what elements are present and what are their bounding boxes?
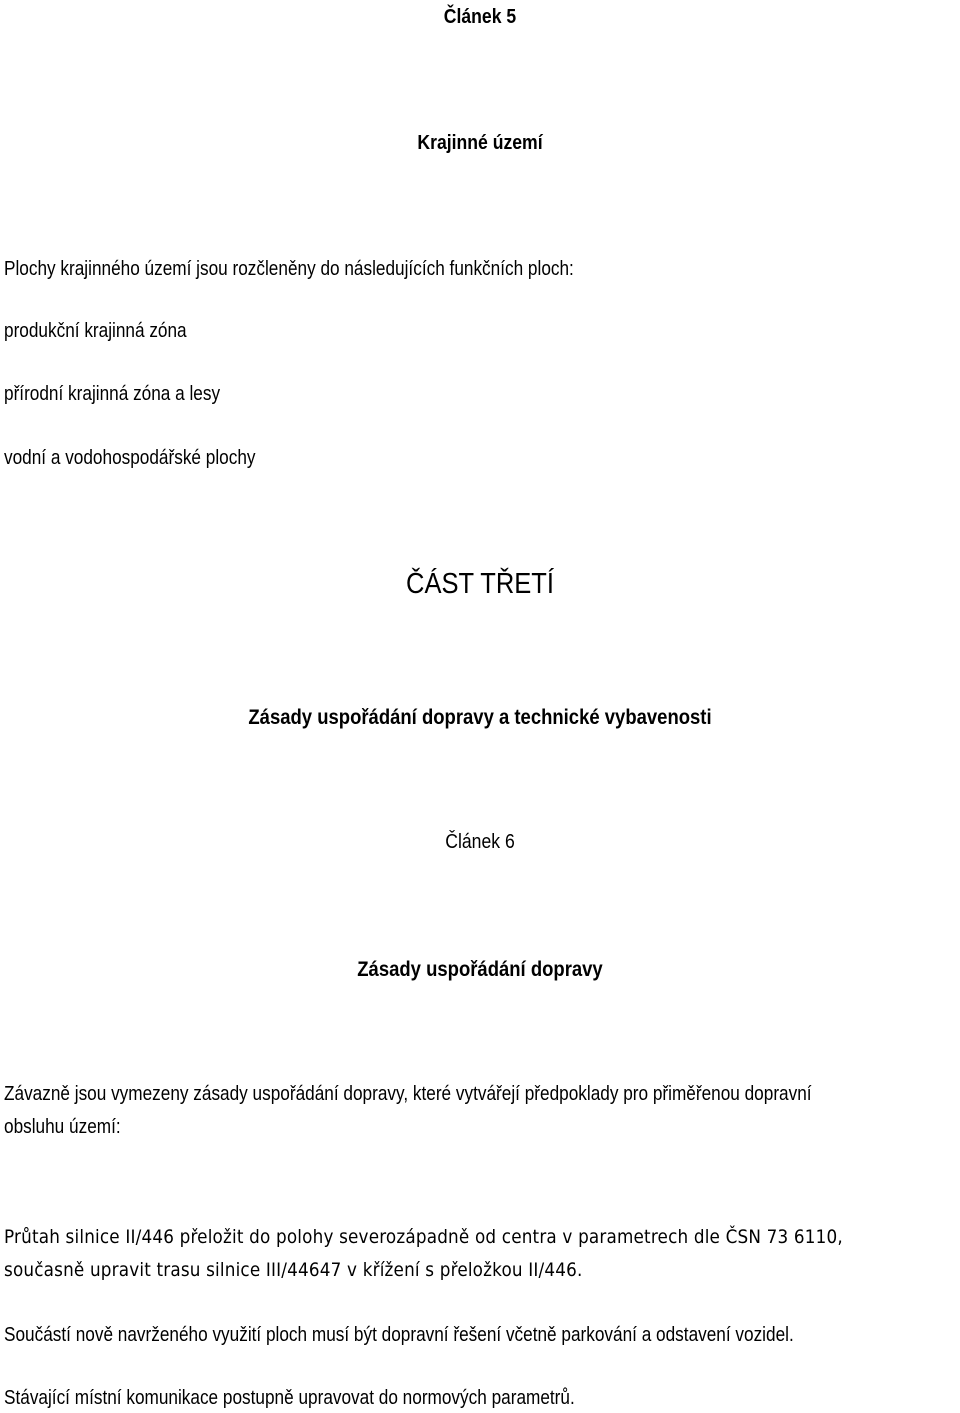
part-3-title: Zásady uspořádání dopravy a technické vybavenosti (248, 706, 712, 729)
landscape-intro: Plochy krajinného území jsou rozčleněny do následujících funkčních ploch: (4, 258, 574, 280)
transport-para-2: Součástí nově navrženého využití ploch musí být dopravní řešení včetně parkování a odstavení vozidel. (4, 1324, 794, 1346)
article-6-heading: Článek 6 (445, 831, 515, 853)
transport-para-3: Stávající místní komunikace postupně upravovat do normových parametrů. (4, 1387, 575, 1409)
article-6-title: Zásady uspořádání dopravy (357, 958, 603, 981)
landscape-item-3: vodní a vodohospodářské plochy (4, 447, 256, 469)
part-3-heading: ČÁST TŘETÍ (406, 568, 554, 600)
transport-intro-line-1: Závazně jsou vymezeny zásady uspořádání dopravy, které vytvářejí předpoklady pro přiměřenou dopravní (4, 1083, 812, 1105)
landscape-item-2: přírodní krajinná zóna a lesy (4, 383, 221, 405)
transport-intro-line-2: obsluhu území: (4, 1116, 121, 1138)
article-5-heading: Článek 5 (443, 6, 517, 28)
article-5-title: Krajinné území (417, 132, 543, 154)
landscape-item-1: produkční krajinná zóna (4, 320, 187, 342)
transport-para-1-line-1: Průtah silnice II/446 přeložit do polohy severozápadně od centra v parametrech dle ČSN 73 6110, (4, 1226, 843, 1248)
transport-para-1-line-2: současně upravit trasu silnice III/44647 v křížení s přeložkou II/446. (4, 1259, 583, 1281)
